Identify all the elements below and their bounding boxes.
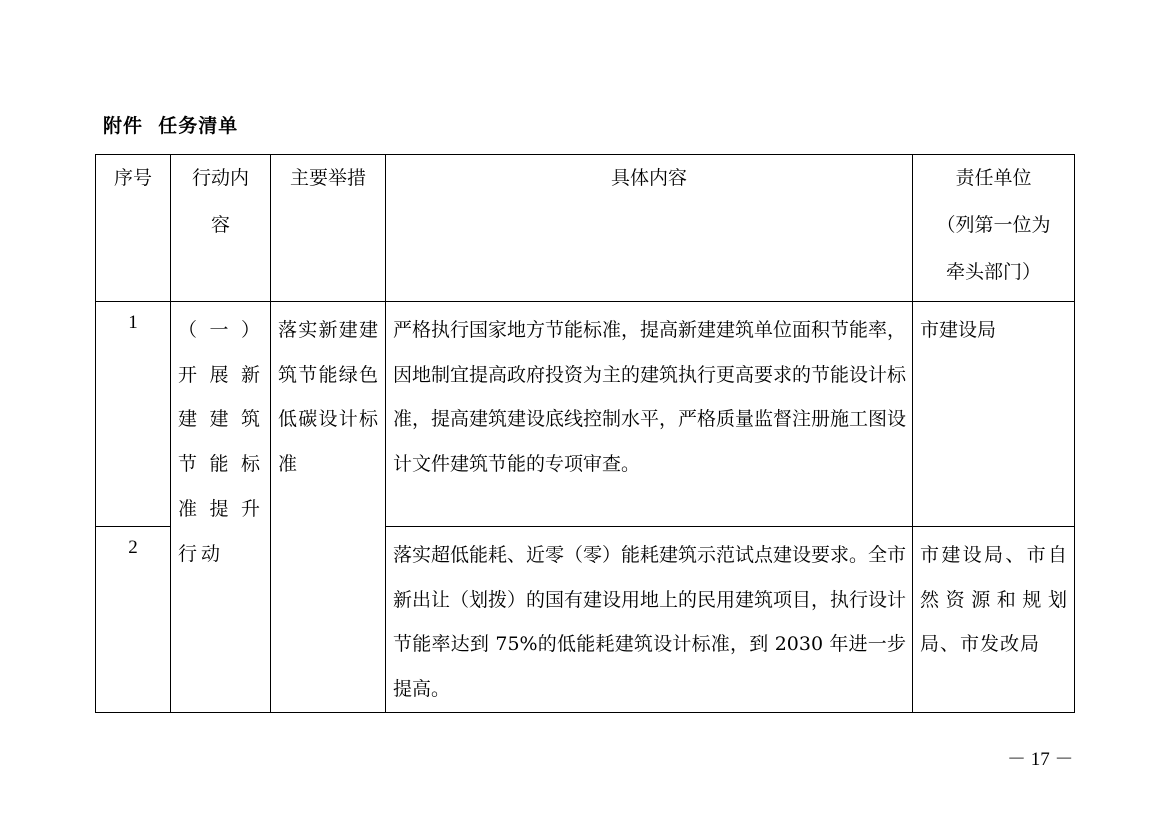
dept-cell <box>913 302 1075 527</box>
content-cell <box>386 302 913 527</box>
header-dept-line1: 责任单位 <box>955 167 1032 189</box>
header-action-line1: 行动内 <box>191 167 249 189</box>
header-action-line2: 容 <box>210 214 230 236</box>
table-row <box>96 302 1075 527</box>
header-dept-line2: （列第一位为 <box>936 214 1051 236</box>
dept-text: 市建设局 <box>920 319 997 341</box>
content-text: 严格执行国家地方节能标准，提高新建建筑单位面积节能率，因地制宜提高政府投资为主的建筑执行更高要求的节能设计标准，提高建筑建设底线控制水平，严格质量监督注册施工图设计文件建筑节能的专项审查。 <box>393 319 907 476</box>
dept-text: 市建设局、市自然资源和规划局、市发改局 <box>920 544 1068 656</box>
header-dept <box>913 155 1075 302</box>
header-measure: 主要举措 <box>271 155 386 302</box>
table-header-row <box>96 155 1075 302</box>
header-content: 具体内容 <box>386 155 913 302</box>
measure-text: 落实新建建筑节能绿色低碳设计标准 <box>278 319 379 476</box>
action-cell <box>171 302 271 713</box>
content-cell <box>386 527 913 713</box>
header-seq: 序号 <box>96 155 171 302</box>
row-seq: 2 <box>96 527 171 713</box>
measure-cell <box>271 302 386 713</box>
page-number: － 17 － <box>1007 749 1074 770</box>
document-title: 附件 任务清单 <box>103 115 239 137</box>
header-action <box>171 155 271 302</box>
header-dept-line3: 牵头部门） <box>945 261 1041 283</box>
dept-cell <box>913 527 1075 713</box>
action-text: （一）开展新建建筑节能标准提升行动 <box>178 319 264 565</box>
row-seq: 1 <box>96 302 171 527</box>
content-text: 落实超低能耗、近零（零）能耗建筑示范试点建设要求。全市新出让（划拨）的国有建设用地上的民用建筑项目，执行设计节能率达到 75%的低能耗建筑设计标准，到 2030 年进一步提高。 <box>393 544 907 701</box>
task-list-table <box>95 154 1075 713</box>
